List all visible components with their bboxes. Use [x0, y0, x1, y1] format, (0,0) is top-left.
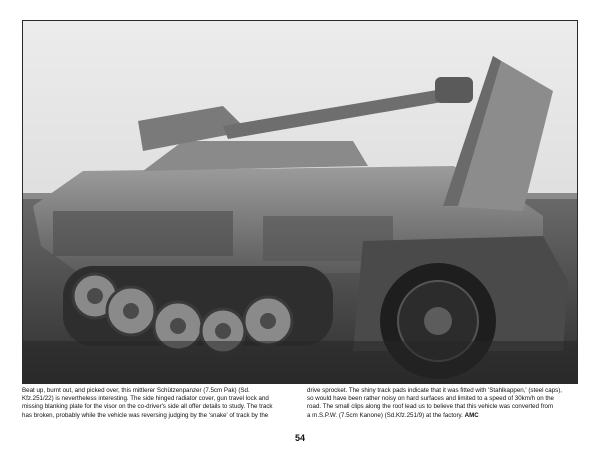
caption-line: Kfz.251/22) is nevertheless interesting. The side hinged radiator cover, gun travel lock and — [22, 395, 269, 403]
caption-line: Beat up, burnt out, and picked over, this mittlerer Schützenpanzer (7.5cm Pak) (Sd. — [22, 387, 250, 394]
caption-last-line — [307, 412, 578, 420]
caption-line: road. The small clips along the roof lead us to believe that this vehicle was converted from — [307, 403, 554, 411]
caption-line: missing blanking plate for the visor on the co-driver's side all offer details to study. The track — [22, 403, 273, 411]
vehicle-photograph — [22, 20, 578, 384]
caption-line: drive sprocket. The shiny track pads indicate that it was fitted with 'Stahlkappen,' (steel caps), — [307, 387, 563, 394]
caption-right-column — [307, 387, 578, 420]
caption-line: has broken, probably while the vehicle was reversing judging by the 'snake' of track by the — [22, 411, 269, 419]
caption-left-column — [22, 387, 293, 420]
page-number: 54 — [294, 433, 305, 443]
caption-line: so would have been rather noisy on hard surfaces and limited to a speed of 30km/h on the — [307, 395, 554, 403]
photo-caption — [22, 387, 578, 420]
photo-credit: AMC — [464, 411, 479, 419]
halftrack-illustration — [23, 21, 578, 384]
caption-line: a m.S.P.W. (7.5cm Kanone) (Sd.Kfz.251/9) at the factory. — [307, 411, 463, 419]
